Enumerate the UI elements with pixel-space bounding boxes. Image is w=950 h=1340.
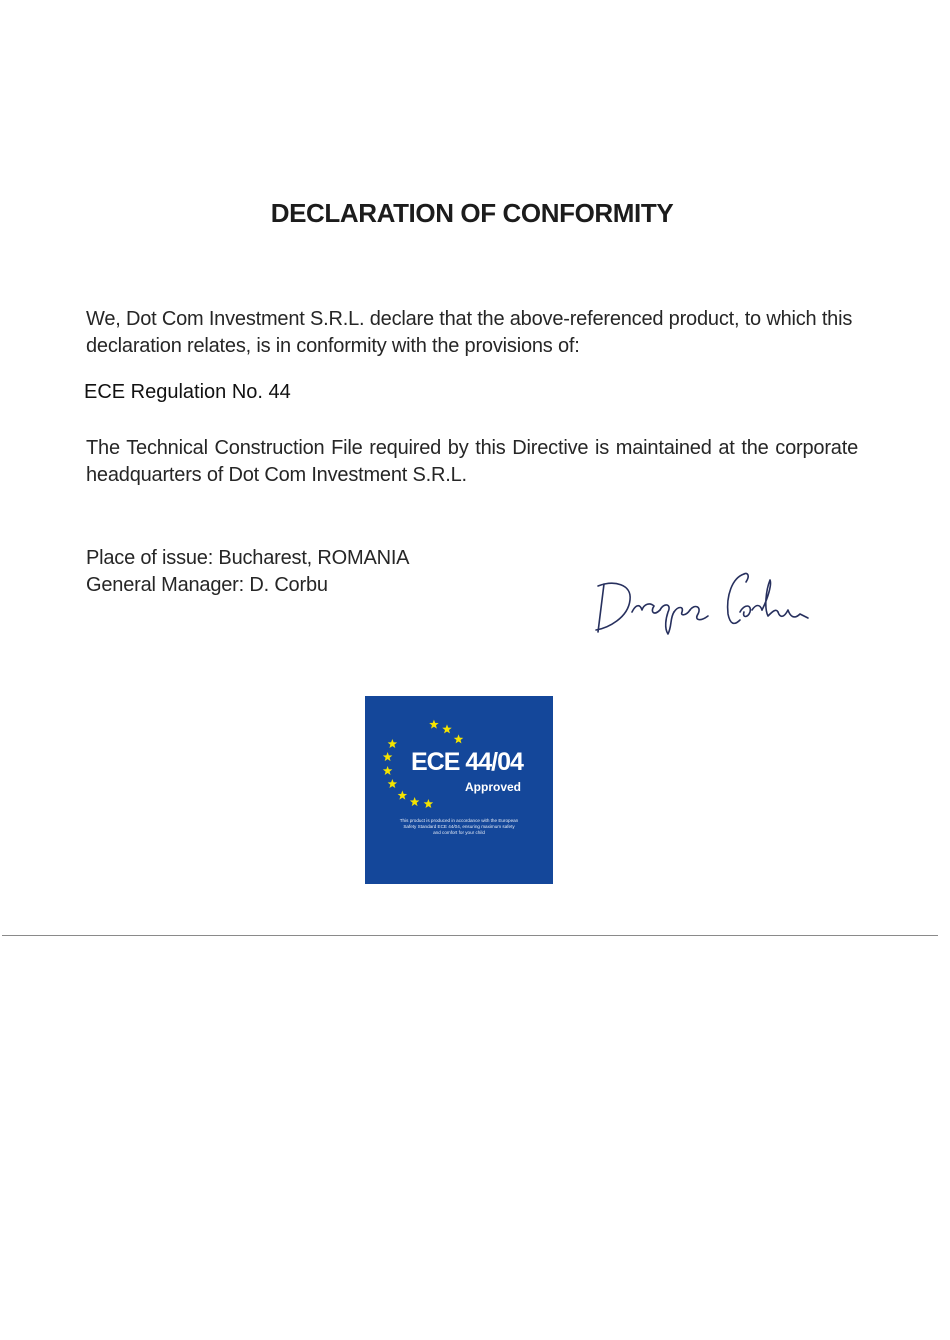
handwritten-signature — [584, 560, 824, 640]
document-title: DECLARATION OF CONFORMITY — [270, 198, 674, 228]
horizontal-divider — [2, 935, 938, 936]
star-icon — [383, 752, 393, 761]
ece-approval-badge — [365, 696, 553, 884]
star-icon — [442, 724, 452, 733]
star-icon — [410, 797, 420, 806]
star-icon — [424, 799, 434, 808]
star-icon — [383, 766, 393, 775]
eu-stars-icon — [365, 696, 553, 884]
badge-approved-label: Approved — [465, 780, 522, 794]
star-icon — [388, 779, 398, 788]
regulation-reference: ECE Regulation No. 44 — [84, 381, 291, 403]
technical-file-paragraph: The Technical Construction File required by this Directive is maintained at the corporate headquarters of Dot Com Investment S.R.L. — [86, 437, 858, 486]
declaration-intro-paragraph: We, Dot Com Investment S.R.L. declare that the above-referenced product, to which this declaration relates, is in conformity with the provisions of: — [86, 308, 853, 357]
star-icon — [454, 734, 464, 743]
star-icon — [398, 791, 408, 800]
badge-title: ECE 44/04 — [411, 748, 523, 776]
general-manager: General Manager: D. Corbu — [86, 574, 328, 596]
star-icon — [429, 720, 439, 729]
star-icon — [388, 739, 398, 748]
place-of-issue: Place of issue: Bucharest, ROMANIA — [86, 547, 410, 569]
badge-fine-print: This product is produced in accordance with the European Safety Standard ECE 44/04, ensuring maximum safety and comfort for your child — [399, 818, 519, 835]
issue-details — [86, 545, 409, 599]
